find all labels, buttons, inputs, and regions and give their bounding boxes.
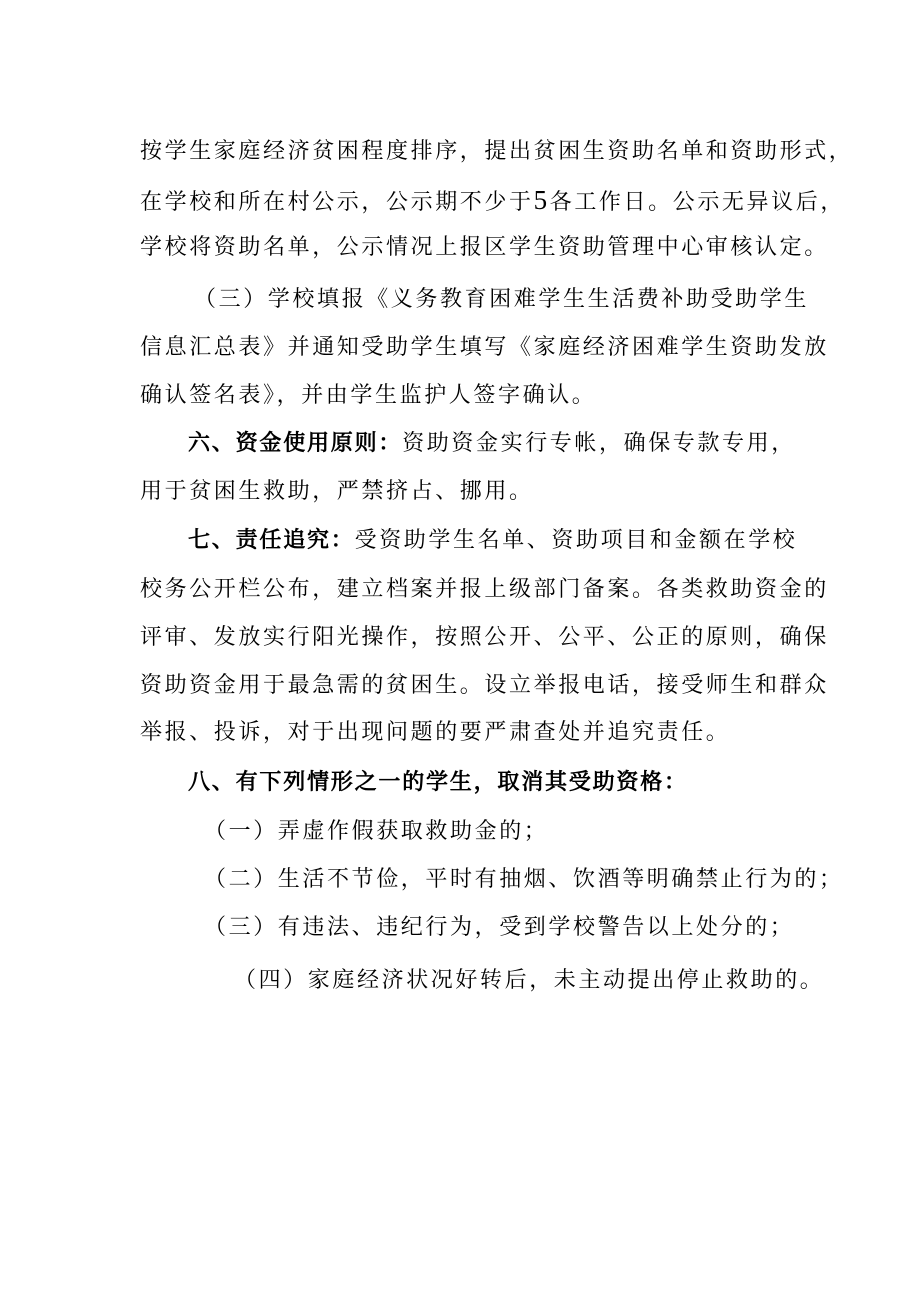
body-line: 学校将资助名单，公示情况上报区学生资助管理中心审核认定。 [140,235,829,260]
body-line: 评审、发放实行阳光操作，按照公开、公平、公正的原则，确保 [140,625,829,650]
line-text: 在学校和所在村公示，公示期不少于 [140,190,534,215]
section-line [188,768,688,798]
sub-item-line: （三）学校填报《义务教育困难学生生活费补助受助学生 [194,287,810,312]
list-item: （四）家庭经济状况好转后，未主动提出停止救助的。 [234,968,825,993]
body-line: 举报、投诉，对于出现问题的要严肃查处并追究责任。 [140,720,731,745]
section-heading: 六、资金使用原则： [188,431,403,456]
line-text: 资助资金实行专帐，确保专款专用， [402,431,796,456]
body-line [140,185,845,218]
body-line: 用于贫困生救助，严禁挤占、挪用。 [140,479,534,504]
section-line [188,526,797,556]
line-text: 各工作日。公示无异议后， [549,190,845,215]
list-item: （二）生活不节俭，平时有抽烟、饮酒等明确禁止行为的； [204,867,844,892]
list-item: （一）弄虚作假获取救助金的； [204,819,549,844]
list-item: （三）有违法、违纪行为，受到学校警告以上处分的； [204,915,795,940]
body-line: 信息汇总表》并通知受助学生填写《家庭经济困难学生资助发放 [140,335,829,360]
day-count: 5 [533,185,550,215]
body-line: 校务公开栏公布，建立档案并报上级部门备案。各类救助资金的 [140,577,829,602]
section-line [188,429,796,459]
body-line: 确认签名表》，并由学生监护人签字确认。 [140,383,597,408]
body-line: 资助资金用于最急需的贫困生。设立举报电话，接受师生和群众 [140,673,829,698]
line-text: 受资助学生名单、资助项目和金额在学校 [354,528,798,553]
section-heading: 七、责任追究： [188,528,355,553]
body-line: 按学生家庭经济贫困程度排序，提出贫困生资助名单和资助形式， [140,139,854,164]
section-heading: 八、有下列情形之一的学生，取消其受助资格： [188,770,688,795]
